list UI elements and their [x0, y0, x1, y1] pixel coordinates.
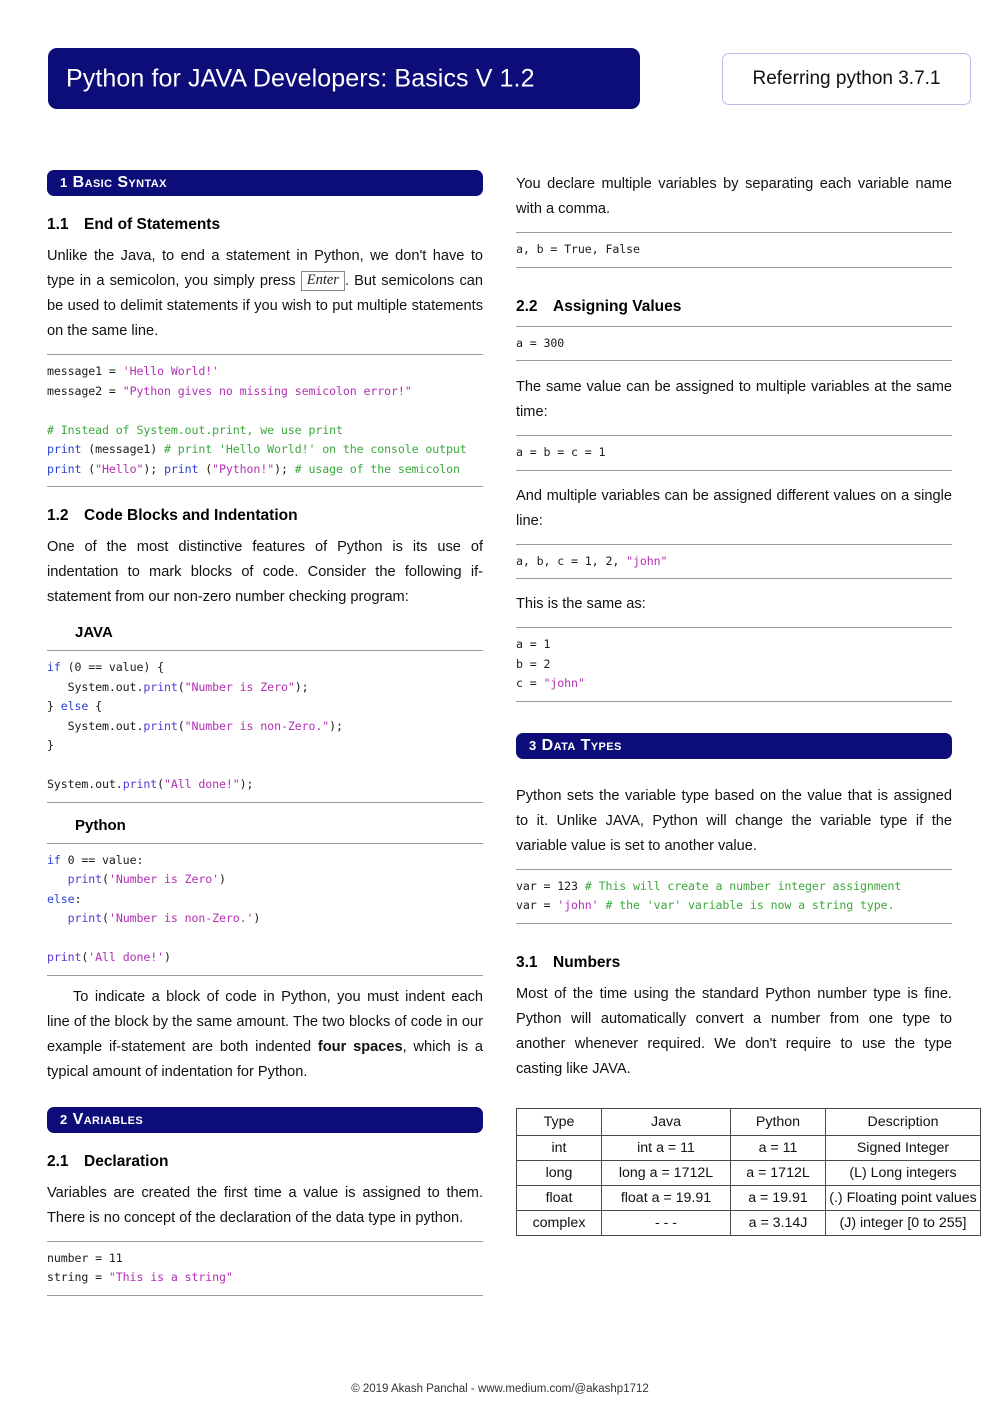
- page-title: Python for JAVA Developers: Basics V 1.2: [66, 64, 535, 92]
- enter-keycap: Enter: [301, 271, 345, 291]
- code-block-chain-assign: [516, 435, 952, 471]
- table-row: [517, 1210, 981, 1235]
- paragraph-data-types-intro: Python sets the variable type based on the value that is assigned to it. Unlike JAVA, Python will change the variable type if the variable value is set to another value.: [516, 787, 952, 854]
- code-text: a = b = c = 1: [516, 445, 606, 459]
- number-types-table: [516, 1108, 981, 1236]
- table-cell: (L) Long integers: [826, 1160, 981, 1185]
- table-cell: Signed Integer: [826, 1135, 981, 1160]
- subsection-number: 3.1: [516, 953, 538, 971]
- subsection-number: 2.1: [47, 1152, 69, 1170]
- code-block-assign-300: [516, 326, 952, 362]
- subsection-title: End of Statements: [84, 216, 221, 233]
- code-block-hello-world: [47, 354, 483, 487]
- section-header-basic-syntax: [47, 170, 483, 196]
- code-block-multi-assign: [516, 544, 952, 580]
- table-header-cell: Java: [602, 1108, 731, 1135]
- subsection-heading-end-of-statements: [47, 216, 483, 234]
- paragraph-multiple-variables: You declare multiple variables by separating each variable name with a comma.: [516, 176, 952, 217]
- code-text: if 0 == value: print('Number is Zero') else: print('Number is non-Zero.') print('All done!'): [47, 852, 261, 964]
- document-title-bar: [48, 48, 640, 109]
- page-header: [0, 0, 1000, 140]
- table-row: [517, 1160, 981, 1185]
- section-title: Data Types: [541, 736, 622, 754]
- paragraph-numbers: Most of the time using the standard Python number type is fine. Python will automatically convert a number from one type to another whenever required. We don't require to use the type casting like JAVA.: [516, 985, 952, 1077]
- table-cell: long a = 1712L: [602, 1160, 731, 1185]
- indent-note-part-b: , which is a typical amount of indentation for Python.: [47, 1038, 484, 1080]
- paragraph-same-as: This is the same as:: [516, 596, 646, 612]
- table-cell: complex: [517, 1210, 602, 1235]
- paragraph-declaration: Variables are created the first time a value is assigned to them. There is no concept of the declaration of the data type in python.: [47, 1184, 483, 1226]
- table-cell: (J) integer [0 to 255]: [826, 1210, 981, 1235]
- section-header-variables: [47, 1107, 483, 1133]
- language-label-java: JAVA: [75, 624, 113, 641]
- subsection-title: Declaration: [84, 1152, 169, 1170]
- section-header-data-types: [516, 733, 952, 759]
- version-note-text: Referring python 3.7.1: [752, 68, 941, 89]
- version-note-box: [722, 53, 971, 105]
- paragraph-text-part-b: . But semicolons can be used to delimit statements if you wish to put multiple statements on the same line.: [47, 273, 483, 339]
- table-cell: float a = 19.91: [602, 1185, 731, 1210]
- subsection-heading-code-blocks: [47, 507, 483, 525]
- indent-note-bold: four spaces: [317, 1038, 403, 1055]
- paragraph-indent-note: [47, 985, 483, 1085]
- subsection-title: Assigning Values: [553, 297, 682, 315]
- paragraph-end-of-statements: [47, 244, 483, 344]
- code-block-same-as: [516, 627, 952, 702]
- paragraph-code-blocks-intro: One of the most distinctive features of Python is its use of indentation to mark blocks of code. Consider the following if-statement from our non-zero number checking program:: [47, 539, 483, 605]
- code-text: a, b = True, False: [516, 242, 640, 256]
- subsection-title: Code Blocks and Indentation: [84, 507, 298, 524]
- subsection-number: 2.2: [516, 297, 538, 315]
- paragraph-text-part-a: Unlike the Java, to end a statement in Python, we don't have to type in a semicolon, you simply press: [47, 248, 483, 289]
- table-header-cell: Description: [826, 1108, 981, 1135]
- table-cell: long: [517, 1160, 602, 1185]
- language-label-python: Python: [75, 816, 126, 834]
- code-block-java-if: [47, 650, 483, 803]
- table-cell: int: [517, 1135, 602, 1160]
- subsection-title: Numbers: [553, 953, 621, 971]
- code-text: number = 11 string = "This is a string": [47, 1250, 233, 1284]
- subsection-heading-numbers: [516, 954, 952, 972]
- table-cell: (.) Floating point values: [826, 1185, 981, 1210]
- code-block-var-types: [516, 869, 952, 924]
- table-cell: a = 19.91: [731, 1185, 826, 1210]
- table-cell: a = 11: [731, 1135, 826, 1160]
- table-cell: int a = 11: [602, 1135, 731, 1160]
- table-cell: float: [517, 1185, 602, 1210]
- code-text: a = 1 b = 2 c = "john": [516, 637, 585, 690]
- table-header-cell: Type: [517, 1108, 602, 1135]
- code-text: if (0 == value) { System.out.print("Number is Zero"); } else { System.out.print("Number is non-Zero."); } System.out.print("All done!");: [47, 660, 343, 791]
- section-title: Basic Syntax: [72, 174, 167, 191]
- table-cell: - - -: [602, 1210, 731, 1235]
- code-block-declaration: [47, 1241, 483, 1296]
- paragraph-same-value: The same value can be assigned to multiple variables at the same time:: [516, 379, 952, 420]
- table-cell: a = 1712L: [731, 1160, 826, 1185]
- paragraph-different-values: And multiple variables can be assigned different values on a single line:: [516, 487, 952, 529]
- footer-text: © 2019 Akash Panchal - www.medium.com/@akashp1712: [351, 1383, 649, 1395]
- code-block-multiple-vars: [516, 232, 952, 268]
- section-number: 1: [60, 175, 68, 190]
- table-header-cell: Python: [731, 1108, 826, 1135]
- section-number: 2: [60, 1111, 68, 1127]
- left-column: [47, 170, 483, 1305]
- subsection-heading-declaration: [47, 1153, 483, 1171]
- subsection-heading-assigning-values: [516, 298, 952, 316]
- section-title: Variables: [72, 1110, 144, 1128]
- code-text: message1 = 'Hello World!' message2 = "Python gives no missing semicolon error!" # Instead of System.out.print, we use print print (message1) # print 'Hello World!' on the console output print ("Hello"); print ("Python!"); # usage of the semicolon: [47, 364, 467, 476]
- subsection-number: 1.2: [47, 507, 69, 524]
- indent-note-part-a: To indicate a block of code in Python, you must indent each line of the block by the same amount. The two blocks of code in our example if-statement are both indented: [47, 988, 483, 1055]
- code-text: var = 123 # This will create a number integer assignment var = 'john' # the 'var' variable is now a string type.: [516, 878, 902, 912]
- table-row: [517, 1185, 981, 1210]
- code-text: a = 300: [516, 335, 565, 350]
- code-text: a, b, c = 1, 2, "john": [516, 553, 668, 568]
- table-row: [517, 1135, 981, 1160]
- page-footer: [0, 1383, 1000, 1395]
- table-header-row: [517, 1108, 981, 1135]
- code-block-python-if: [47, 843, 483, 976]
- table-cell: a = 3.14J: [731, 1210, 826, 1235]
- section-number: 3: [529, 737, 537, 753]
- subsection-number: 1.1: [47, 216, 69, 233]
- right-column: [516, 170, 977, 1236]
